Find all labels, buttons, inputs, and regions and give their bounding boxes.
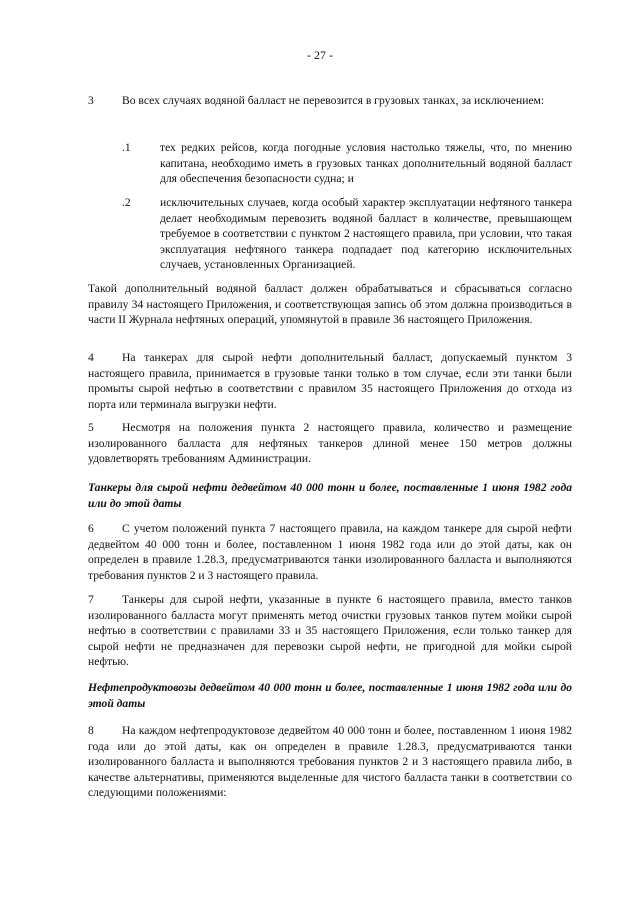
paragraph-text: Танкеры для сырой нефти, указанные в пункте 6 настоящего правила, вместо танков изолированного балласта могут применять метод очистки грузовых танков путем мойки сырой нефтью в соответствии с правилами 33 и 35 настоящего Приложения, если только танкер для сырой нефти не предназначен для перевозки сырой нефти, не пригодной для мойки сырой нефтью.: [88, 593, 572, 669]
paragraph-number: 7: [88, 593, 94, 606]
list-item-number: .1: [122, 141, 131, 154]
paragraph-3: [88, 93, 572, 109]
paragraph-3-continuation: [88, 281, 572, 328]
paragraph-number: 4: [88, 351, 94, 364]
paragraph-text: Такой дополнительный водяной балласт должен обрабатываться и сбрасываться согласно правилу 34 настоящего Приложения, и соответствующая запись об этом должна производиться в части II Журнала нефтяных операций, упомянутой в правиле 36 настоящего Приложения.: [88, 282, 572, 327]
paragraph-4: [88, 350, 572, 412]
paragraph-number: 8: [88, 724, 94, 737]
section-heading-product-carriers: Нефтепродуктовозы дедвейтом 40 000 тонн и более, поставленные 1 июня 1982 года или до этой даты: [88, 681, 572, 710]
list-item-text: тех редких рейсов, когда погодные условия настолько тяжелы, что, по мнению капитана, необходимо иметь в грузовых танках дополнительный водяной балласт для обеспечения безопасности судна; и: [160, 141, 572, 186]
paragraph-text: На танкерах для сырой нефти дополнительный балласт, допускаемый пунктом 3 настоящего правила, принимается в грузовые танки только в том случае, если эти танки были промыты сырой нефтью в соответствии с правилом 35 настоящего Приложения до отхода из порта или терминала выгрузки нефти.: [88, 351, 572, 411]
section-heading-crude-oil-tankers: Танкеры для сырой нефти дедвейтом 40 000 тонн и более, поставленные 1 июня 1982 года или до этой даты: [88, 481, 572, 510]
page-number: - 27 -: [307, 48, 333, 62]
paragraph-7: [88, 592, 572, 670]
paragraph-8: [88, 723, 572, 801]
list-item-number: .2: [122, 196, 131, 209]
paragraph-number: 6: [88, 522, 94, 535]
list-item-text: исключительных случаев, когда особый характер эксплуатации нефтяного танкера делает необходимым перевозить водяной балласт в количестве, превышающем требуемое в соответствии с пунктом 2 настоящего правила, при условии, что такая эксплуатация нефтяного танкера подпадает под категорию исключительных случаев, установленных Организацией.: [160, 196, 572, 272]
list-item-3-1: [88, 140, 572, 187]
paragraph-number: 3: [88, 94, 94, 107]
paragraph-6: [88, 521, 572, 583]
paragraph-text: Несмотря на положения пункта 2 настоящего правила, количество и размещение изолированного балласта для нефтяных танкеров длиной менее 150 метров должны удовлетворять требованиям Администрации.: [88, 421, 572, 466]
list-item-3-2: [88, 195, 572, 273]
paragraph-text: С учетом положений пункта 7 настоящего правила, на каждом танкере для сырой нефти дедвейтом 40 000 тонн и более, поставленном 1 июня 1982 года или до этой даты, как он определен в правиле 1.28.3, предусматриваются танки изолированного балласта и выполняются требования пунктов 2 и 3 настоящего правила.: [88, 522, 572, 582]
paragraph-text: На каждом нефтепродуктовозе дедвейтом 40 000 тонн и более, поставленном 1 июня 1982 года или до этой даты, как он определен в правиле 1.28.3, предусматриваются танки изолированного балласта и выполняются требования пунктов 2 и 3 настоящего правила либо, в качестве альтернативы, применяются выделенные для чистого балласта танки в соответствии со следующими положениями:: [88, 724, 572, 800]
paragraph-text: Во всех случаях водяной балласт не перевозится в грузовых танках, за исключением:: [122, 94, 545, 107]
paragraph-number: 5: [88, 421, 94, 434]
paragraph-5: [88, 420, 572, 467]
